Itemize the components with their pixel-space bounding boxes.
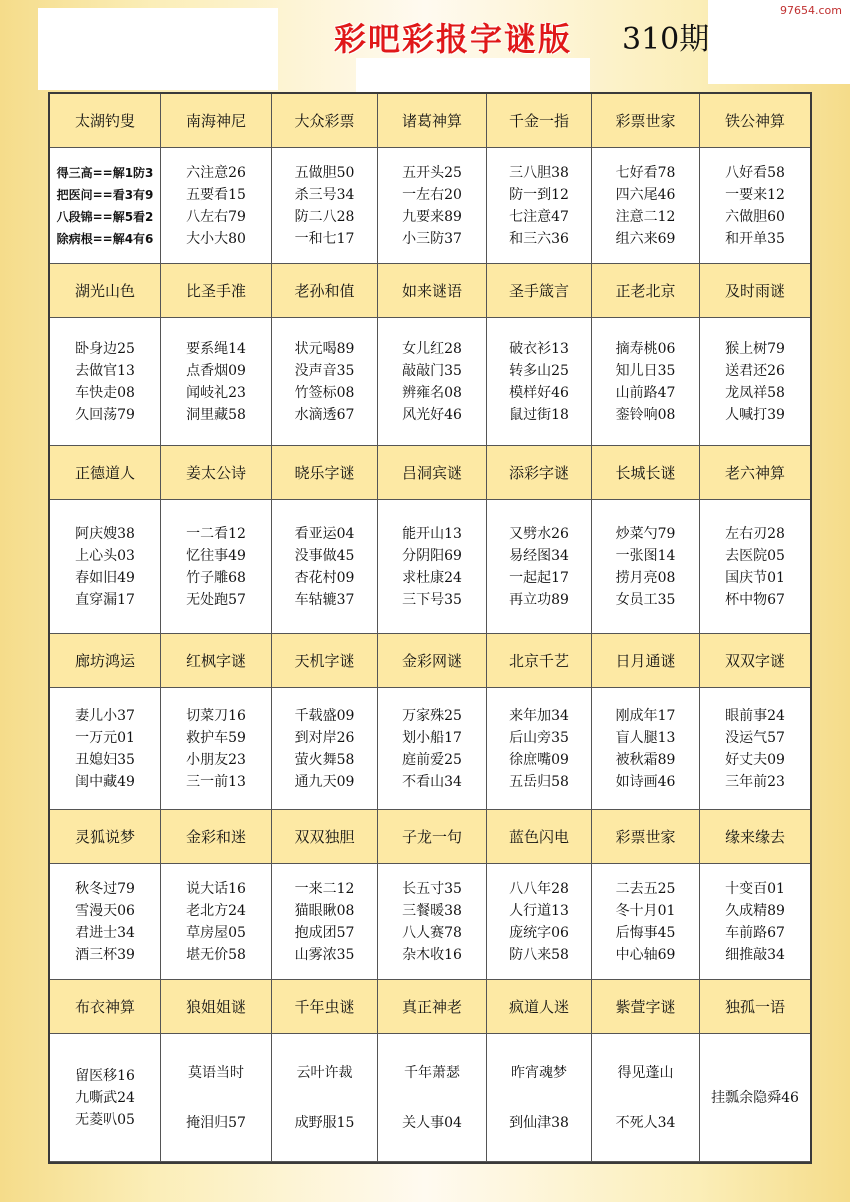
riddle-cell (592, 500, 700, 634)
riddle-line: 不死人34 (615, 1114, 676, 1131)
riddle-line: 女员工35 (615, 591, 676, 608)
riddle-line: 小朋友23 (186, 751, 246, 768)
riddle-cell (50, 318, 161, 446)
riddle-line: 得见蓬山 (617, 1064, 674, 1081)
riddle-line: 捞月亮08 (615, 569, 676, 586)
riddle-line: 春如旧49 (75, 569, 135, 586)
riddle-line: 冬十月01 (615, 902, 676, 919)
riddle-cell (487, 318, 592, 446)
riddle-cell (487, 500, 592, 634)
riddle-cell (700, 864, 810, 980)
riddle-line: 杀三号34 (294, 186, 355, 203)
riddle-line: 切菜刀16 (186, 707, 246, 724)
riddle-line: 闻岐礼23 (186, 384, 246, 401)
riddle-line: 除病根==解4有6 (56, 231, 154, 246)
column-name-cell: 疯道人迷 (487, 980, 592, 1034)
riddle-cell (272, 148, 378, 264)
riddle-line: 车轱辘37 (294, 591, 355, 608)
riddle-line: 抱成团57 (294, 924, 355, 941)
riddle-line: 要系绳14 (186, 340, 246, 357)
riddle-line: 得三高==解1防3 (56, 165, 154, 180)
riddle-line: 人喊打39 (725, 406, 785, 423)
riddle-line: 后悔事45 (615, 924, 676, 941)
riddle-line: 鼠过街18 (509, 406, 569, 423)
riddle-line: 直穿漏17 (75, 591, 135, 608)
riddle-cell (272, 864, 378, 980)
riddle-line: 八左右79 (186, 208, 246, 225)
riddle-line: 女儿红28 (402, 340, 462, 357)
column-name-cell: 及时雨谜 (700, 264, 810, 318)
riddle-line: 防八来58 (509, 946, 569, 963)
riddle-line: 没运气57 (725, 729, 785, 746)
riddle-line: 一二看12 (186, 525, 246, 542)
issue-number: 310期 (622, 22, 710, 57)
column-name-cell: 千年虫谜 (272, 980, 378, 1034)
riddle-line: 盲人腿13 (615, 729, 676, 746)
riddle-line: 久成精89 (725, 902, 785, 919)
riddle-line: 好丈夫09 (725, 751, 785, 768)
riddle-line: 留医移16 (75, 1067, 135, 1084)
riddle-cell (50, 688, 161, 810)
riddle-line: 没事做45 (294, 547, 355, 564)
riddle-line: 庞统字06 (509, 924, 569, 941)
column-name-cell: 子龙一句 (378, 810, 487, 864)
column-name-cell: 千金一指 (487, 94, 592, 148)
riddle-line: 五要看15 (186, 186, 246, 203)
riddle-line: 八人赛78 (402, 924, 462, 941)
riddle-line: 二去五25 (615, 880, 676, 897)
riddle-line: 五做胆50 (294, 164, 355, 181)
riddle-line: 杂木收16 (402, 946, 462, 963)
riddle-line: 能开山13 (402, 525, 462, 542)
riddle-line: 猴上树79 (725, 340, 785, 357)
riddle-line: 龙凤祥58 (725, 384, 785, 401)
riddle-line: 水滴透67 (294, 406, 355, 423)
riddle-cell (378, 318, 487, 446)
riddle-line: 救护车59 (186, 729, 246, 746)
riddle-line: 五开头25 (402, 164, 462, 181)
riddle-line: 炒菜勺79 (615, 525, 676, 542)
riddle-line: 七注意47 (509, 208, 569, 225)
column-name-cell: 狼姐姐谜 (161, 980, 272, 1034)
riddle-cell (161, 1034, 272, 1162)
riddle-line: 成野服15 (294, 1114, 355, 1131)
riddle-line: 到对岸26 (294, 729, 355, 746)
riddle-line: 五岳归58 (509, 773, 569, 790)
riddle-line: 长五寸35 (402, 880, 462, 897)
column-name-cell: 北京千艺 (487, 634, 592, 688)
riddle-line: 易经图34 (509, 547, 569, 564)
riddle-cell (487, 688, 592, 810)
riddle-cell (378, 1034, 487, 1162)
riddle-line: 十变百01 (725, 880, 785, 897)
riddle-cell (487, 864, 592, 980)
column-name-cell: 比圣手准 (161, 264, 272, 318)
column-name-cell: 姜太公诗 (161, 446, 272, 500)
column-name-cell: 湖光山色 (50, 264, 161, 318)
riddle-line: 徐庶嘴09 (509, 751, 569, 768)
riddle-cell (50, 148, 161, 264)
column-name-cell: 正德道人 (50, 446, 161, 500)
column-name-cell: 蓝色闪电 (487, 810, 592, 864)
riddle-line: 六做胆60 (725, 208, 785, 225)
riddle-line: 又劈水26 (509, 525, 569, 542)
riddle-line: 闺中藏49 (75, 773, 135, 790)
riddle-cell (592, 688, 700, 810)
riddle-line: 三年前23 (725, 773, 785, 790)
column-name-cell: 铁公神算 (700, 94, 810, 148)
riddle-line: 竹签标08 (294, 384, 355, 401)
riddle-line: 老北方24 (186, 902, 246, 919)
header-blank-left (38, 8, 278, 90)
riddle-line: 小三防37 (402, 230, 462, 247)
riddle-cell (378, 864, 487, 980)
riddle-cell (272, 1034, 378, 1162)
riddle-line: 大小大80 (186, 230, 246, 247)
riddle-line: 昨宵魂梦 (511, 1064, 567, 1081)
riddle-cell (272, 688, 378, 810)
riddle-line: 掩泪归57 (186, 1114, 246, 1131)
riddle-line: 忆往事49 (186, 547, 246, 564)
riddle-line: 车前路67 (725, 924, 785, 941)
riddle-line: 人行道13 (509, 902, 569, 919)
riddle-cell (50, 864, 161, 980)
riddle-cell (161, 318, 272, 446)
riddle-line: 防二八28 (294, 208, 355, 225)
riddle-line: 和三六36 (509, 230, 569, 247)
riddle-line: 再立功89 (509, 591, 569, 608)
riddle-line: 竹子雕68 (186, 569, 246, 586)
riddle-cell (272, 318, 378, 446)
riddle-line: 注意二12 (615, 208, 676, 225)
riddle-line: 模样好46 (509, 384, 569, 401)
column-name-cell: 灵狐说梦 (50, 810, 161, 864)
riddle-cell (700, 688, 810, 810)
riddle-line: 六注意26 (186, 164, 246, 181)
riddle-cell (378, 148, 487, 264)
riddle-cell (161, 148, 272, 264)
column-name-cell: 金彩和迷 (161, 810, 272, 864)
riddle-line: 刚成年17 (615, 707, 676, 724)
riddle-cell (700, 148, 810, 264)
riddle-line: 中心轴69 (615, 946, 676, 963)
riddle-line: 四六尾46 (615, 186, 676, 203)
column-name-cell: 老六神算 (700, 446, 810, 500)
column-name-cell: 长城长谜 (592, 446, 700, 500)
column-name-cell: 双双独胆 (272, 810, 378, 864)
column-name-cell: 老孙和值 (272, 264, 378, 318)
riddle-line: 划小船17 (402, 729, 462, 746)
column-name-cell: 缘来缘去 (700, 810, 810, 864)
riddle-line: 万家殊25 (402, 707, 462, 724)
riddle-cell (50, 500, 161, 634)
riddle-line: 细推敲34 (725, 946, 785, 963)
riddle-line: 一要来12 (725, 186, 785, 203)
riddle-line: 上心头03 (75, 547, 135, 564)
riddle-line: 如诗画46 (615, 773, 676, 790)
riddle-line: 去做官13 (75, 362, 135, 379)
page-title: 彩吧彩报字谜版 (334, 20, 573, 58)
riddle-line: 不看山34 (402, 773, 462, 790)
riddle-line: 去医院05 (725, 547, 785, 564)
riddle-line: 莫语当时 (188, 1064, 244, 1081)
riddle-line: 七好看78 (615, 164, 676, 181)
riddle-line: 妻儿小37 (75, 707, 135, 724)
riddle-line: 被秋霜89 (615, 751, 676, 768)
riddle-line: 车快走08 (75, 384, 135, 401)
riddle-line: 阿庆嫂38 (75, 525, 135, 542)
riddle-line: 三下号35 (402, 591, 462, 608)
column-name-cell: 添彩字谜 (487, 446, 592, 500)
riddle-line: 转多山25 (509, 362, 569, 379)
column-name-cell: 独孤一语 (700, 980, 810, 1034)
riddle-line: 分阴阳69 (402, 547, 462, 564)
riddle-cell (592, 864, 700, 980)
column-name-cell: 紫萱字谜 (592, 980, 700, 1034)
riddle-line: 山前路47 (615, 384, 676, 401)
column-name-cell: 大众彩票 (272, 94, 378, 148)
riddle-line: 敲敲门35 (402, 362, 462, 379)
riddle-cell (161, 500, 272, 634)
riddle-cell (378, 688, 487, 810)
riddle-line: 三八胆38 (509, 164, 569, 181)
riddle-line: 送君还26 (725, 362, 785, 379)
site-watermark: 97654.com (780, 4, 842, 17)
riddle-line: 破衣衫13 (509, 340, 569, 357)
riddle-line: 来年加34 (509, 707, 569, 724)
riddle-line: 状元喝89 (294, 340, 355, 357)
column-name-cell: 红枫字谜 (161, 634, 272, 688)
riddle-line: 看亚运04 (294, 525, 355, 542)
riddle-line: 国庆节01 (725, 569, 785, 586)
riddle-line: 辨雍名08 (402, 384, 462, 401)
column-name-cell: 廊坊鸿运 (50, 634, 161, 688)
riddle-line: 八八年28 (509, 880, 569, 897)
riddle-line: 千年萧瑟 (404, 1064, 460, 1081)
column-name-cell: 布衣神算 (50, 980, 161, 1034)
riddle-line: 九嘶武24 (75, 1089, 135, 1106)
column-name-cell: 天机字谜 (272, 634, 378, 688)
column-name-cell: 诸葛神算 (378, 94, 487, 148)
riddle-line: 猫眼瞅08 (294, 902, 355, 919)
riddle-line: 雪漫天06 (75, 902, 135, 919)
riddle-line: 杯中物67 (725, 591, 785, 608)
riddle-line: 知儿日35 (615, 362, 676, 379)
column-name-cell: 南海神尼 (161, 94, 272, 148)
riddle-line: 防一到12 (509, 186, 569, 203)
riddle-line: 八段锦==解5看2 (56, 209, 154, 224)
riddle-line: 组六来69 (615, 230, 676, 247)
riddle-line: 后山旁35 (509, 729, 569, 746)
riddle-cell (700, 318, 810, 446)
riddle-line: 千载盛09 (294, 707, 355, 724)
riddle-line: 一万元01 (75, 729, 135, 746)
riddle-line: 风光好46 (402, 406, 462, 423)
column-name-cell: 太湖钓叟 (50, 94, 161, 148)
riddle-line: 关人事04 (402, 1114, 462, 1131)
riddle-line: 点香烟09 (186, 362, 246, 379)
riddle-line: 云叶许裁 (296, 1064, 353, 1081)
column-name-cell: 真正神老 (378, 980, 487, 1034)
riddle-line: 到仙津38 (509, 1114, 569, 1131)
riddle-line: 说大话16 (186, 880, 246, 897)
column-name-cell: 双双字谜 (700, 634, 810, 688)
riddle-line: 酒三杯39 (75, 946, 135, 963)
header-blank-middle (356, 58, 590, 92)
column-name-cell: 圣手箴言 (487, 264, 592, 318)
riddle-line: 眼前事24 (725, 707, 785, 724)
riddle-line: 秋冬过79 (75, 880, 135, 897)
puzzle-table (48, 92, 812, 1164)
riddle-line: 九要来89 (402, 208, 462, 225)
column-name-cell: 金彩网谜 (378, 634, 487, 688)
riddle-cell (700, 1034, 810, 1162)
riddle-line: 无菱叭05 (75, 1111, 135, 1128)
riddle-line: 丑媳妇35 (75, 751, 135, 768)
riddle-line: 一和七17 (294, 230, 355, 247)
riddle-line: 和开单35 (725, 230, 785, 247)
riddle-line: 无处跑57 (186, 591, 246, 608)
riddle-line: 山雾浓35 (294, 946, 355, 963)
riddle-line: 銮铃响08 (615, 406, 676, 423)
riddle-line: 庭前爱25 (402, 751, 462, 768)
riddle-cell (592, 148, 700, 264)
column-name-cell: 正老北京 (592, 264, 700, 318)
riddle-line: 杏花村09 (294, 569, 355, 586)
riddle-line: 把医问==看3有9 (56, 187, 154, 202)
riddle-cell (161, 688, 272, 810)
riddle-cell (487, 1034, 592, 1162)
column-name-cell: 吕洞宾谜 (378, 446, 487, 500)
riddle-cell (592, 1034, 700, 1162)
riddle-line: 挂瓢余隐舜46 (711, 1089, 799, 1106)
riddle-cell (700, 500, 810, 634)
riddle-line: 君进士34 (75, 924, 135, 941)
riddle-line: 三一前13 (186, 773, 246, 790)
riddle-line: 堪无价58 (186, 946, 246, 963)
riddle-line: 萤火舞58 (294, 751, 355, 768)
riddle-cell (272, 500, 378, 634)
riddle-line: 没声音35 (294, 362, 355, 379)
riddle-line: 八好看58 (725, 164, 785, 181)
riddle-line: 一来二12 (294, 880, 355, 897)
column-name-cell: 日月通谜 (592, 634, 700, 688)
column-name-cell: 彩票世家 (592, 94, 700, 148)
riddle-line: 卧身边25 (75, 340, 135, 357)
column-name-cell: 晓乐字谜 (272, 446, 378, 500)
riddle-line: 通九天09 (294, 773, 355, 790)
riddle-line: 一起起17 (509, 569, 569, 586)
riddle-line: 一张图14 (615, 547, 676, 564)
riddle-cell (592, 318, 700, 446)
riddle-line: 三餐暖38 (402, 902, 462, 919)
riddle-cell (50, 1034, 161, 1162)
riddle-cell (161, 864, 272, 980)
riddle-cell (487, 148, 592, 264)
column-name-cell: 如来谜语 (378, 264, 487, 318)
riddle-line: 草房屋05 (186, 924, 246, 941)
riddle-line: 久回荡79 (75, 406, 135, 423)
column-name-cell: 彩票世家 (592, 810, 700, 864)
riddle-line: 洞里藏58 (186, 406, 246, 423)
riddle-line: 摘寿桃06 (615, 340, 676, 357)
riddle-line: 左右刃28 (725, 525, 785, 542)
riddle-line: 一左右20 (402, 186, 462, 203)
riddle-line: 求杜康24 (402, 569, 462, 586)
riddle-cell (378, 500, 487, 634)
